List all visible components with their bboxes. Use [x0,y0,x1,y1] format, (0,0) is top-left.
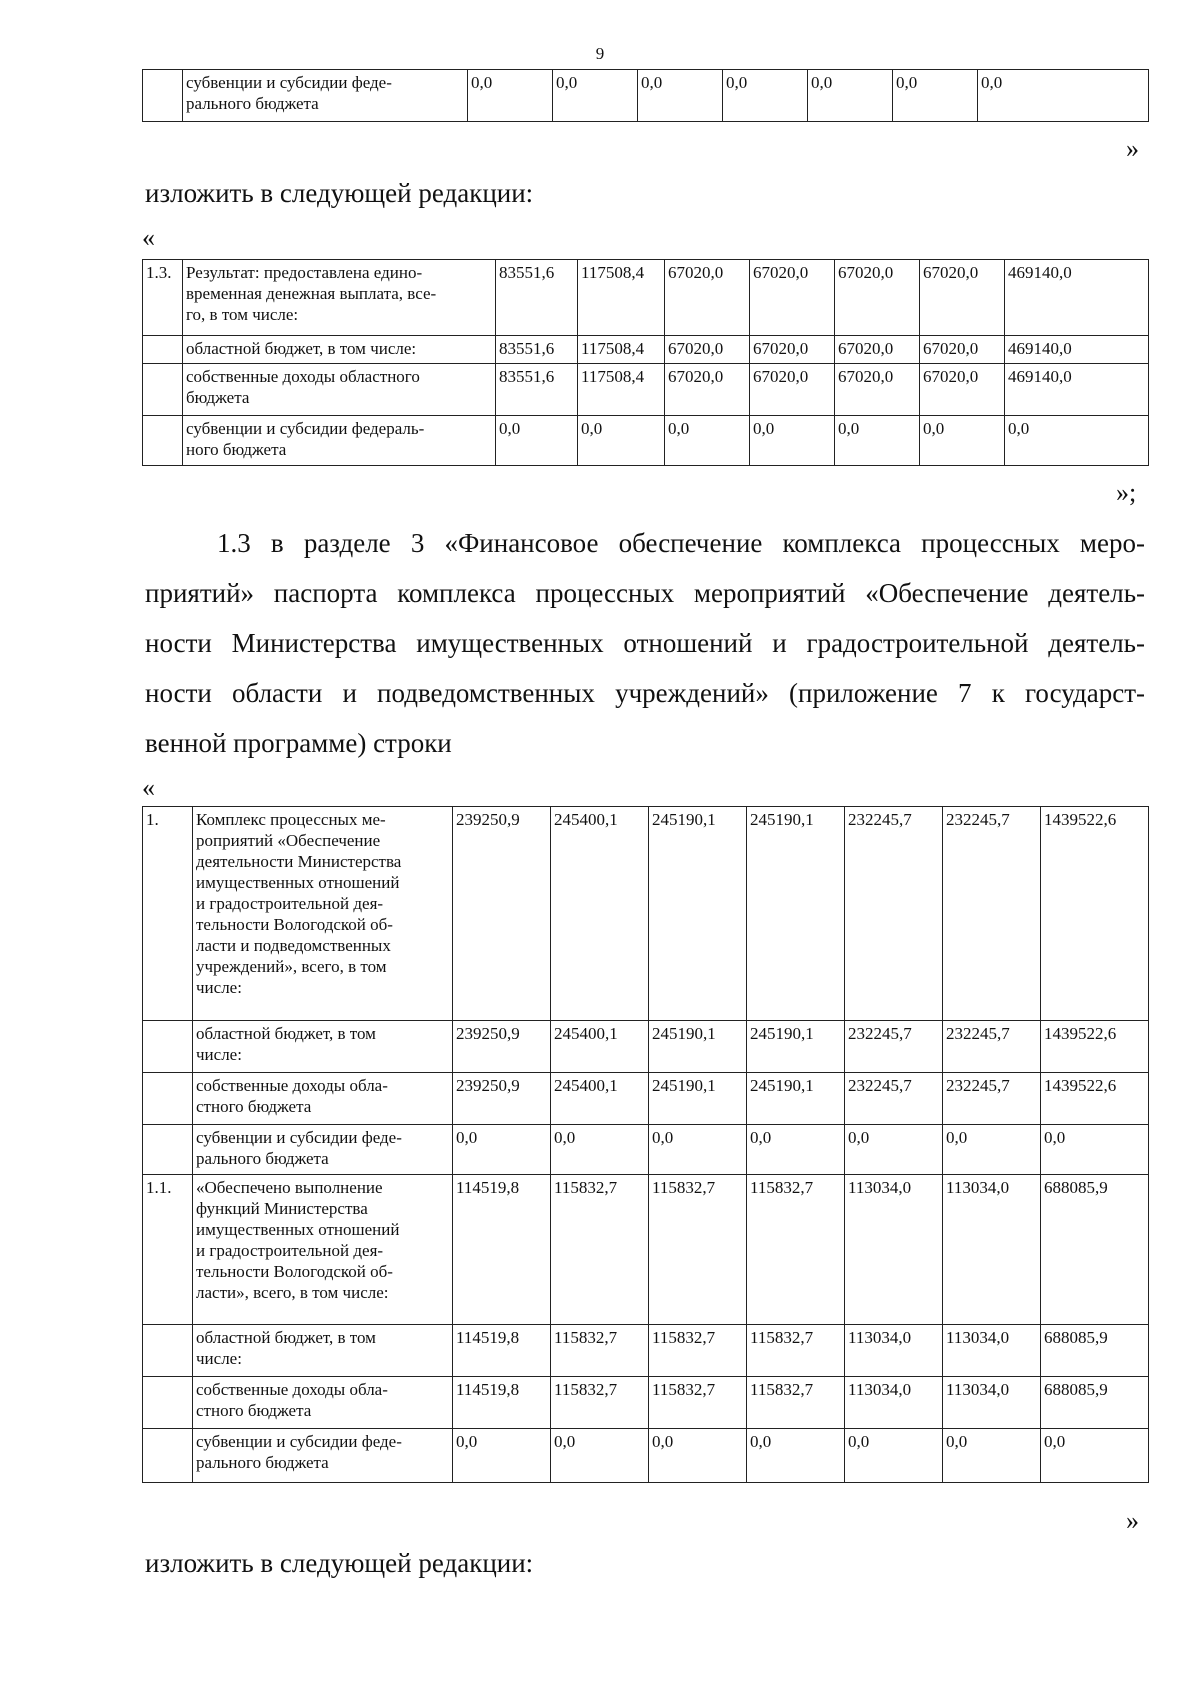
row-name: субвенции и субсидии феде- рального бюджета [193,1125,453,1175]
page-number: 9 [595,44,605,63]
value-cell: 0,0 [723,70,808,122]
value-cell: 1439522,6 [1041,807,1149,1021]
value-cell: 0,0 [845,1125,943,1175]
value-cell: 232245,7 [943,807,1041,1021]
row-name: субвенции и субсидии феде- рального бюджета [193,1429,453,1483]
value-cell: 0,0 [1041,1429,1149,1483]
table-row [143,1175,1149,1325]
value-cell: 245400,1 [551,1021,649,1073]
edit-instruction: изложить в следующей редакции: [145,178,534,208]
closing-quote: » [1126,1506,1139,1535]
paragraph-line: ности Министерства имущественных отношений и градостроительной деятель- [145,628,1145,658]
value-cell: 115832,7 [551,1377,649,1429]
value-cell: 117508,4 [578,364,665,416]
value-cell: 67020,0 [835,260,920,336]
value-cell: 0,0 [551,1429,649,1483]
closing-quote: » [1126,134,1139,163]
value-cell: 115832,7 [551,1325,649,1377]
value-cell: 113034,0 [943,1175,1041,1325]
value-cell: 67020,0 [665,260,750,336]
value-cell: 113034,0 [845,1175,943,1325]
value-cell: 0,0 [845,1429,943,1483]
value-cell: 688085,9 [1041,1377,1149,1429]
value-cell: 115832,7 [649,1325,747,1377]
paragraph-line: венной программе) строки [145,728,452,758]
paragraph-line: приятий» паспорта комплекса процессных мероприятий «Обеспечение деятель- [145,578,1145,608]
value-cell: 232245,7 [943,1073,1041,1125]
value-cell: 83551,6 [496,364,578,416]
value-cell: 245190,1 [747,807,845,1021]
value-cell: 114519,8 [453,1325,551,1377]
table-row [143,1377,1149,1429]
table-row [143,1325,1149,1377]
row-name: субвенции и субсидии феде- рального бюджета [183,70,468,122]
top-table [142,69,1149,122]
value-cell: 67020,0 [835,364,920,416]
value-cell: 245190,1 [649,1073,747,1125]
value-cell: 0,0 [496,416,578,466]
value-cell: 113034,0 [943,1377,1041,1429]
value-cell: 0,0 [551,1125,649,1175]
value-cell: 0,0 [835,416,920,466]
value-cell: 0,0 [649,1429,747,1483]
value-cell: 239250,9 [453,1021,551,1073]
row-name: Комплекс процессных ме- роприятий «Обеспечение деятельности Министерства имущественных отношений и градостроительной дея- тельности Вологодской об- ласти и подведомственных учреждений», всего, в том числе: [193,807,453,1021]
closing-quote-semicolon: »; [1116,478,1137,507]
row-name: собственные доходы обла- стного бюджета [193,1073,453,1125]
value-cell: 0,0 [553,70,638,122]
table-row [143,416,1149,466]
value-cell: 115832,7 [747,1325,845,1377]
value-cell: 0,0 [1041,1125,1149,1175]
value-cell: 239250,9 [453,1073,551,1125]
table-row [143,1021,1149,1073]
value-cell: 0,0 [978,70,1149,122]
value-cell: 113034,0 [845,1325,943,1377]
value-cell: 0,0 [453,1429,551,1483]
value-cell: 0,0 [638,70,723,122]
value-cell: 67020,0 [665,364,750,416]
row-name: «Обеспечено выполнение функций Министерства имущественных отношений и градостроительной дея- тельности Вологодской об- ласти», всего, в том числе: [193,1175,453,1325]
value-cell: 67020,0 [750,336,835,364]
row-number [143,364,183,416]
value-cell: 0,0 [920,416,1005,466]
opening-quote: « [142,223,155,252]
row-number: 1. [143,807,193,1021]
value-cell: 115832,7 [649,1377,747,1429]
value-cell: 113034,0 [943,1325,1041,1377]
row-name: собственные доходы областного бюджета [183,364,496,416]
row-name: субвенции и субсидии федераль- ного бюджета [183,416,496,466]
value-cell: 115832,7 [551,1175,649,1325]
value-cell: 0,0 [649,1125,747,1175]
value-cell: 0,0 [665,416,750,466]
row-number [143,336,183,364]
row-name: областной бюджет, в том числе: [193,1325,453,1377]
value-cell: 469140,0 [1005,260,1149,336]
row-number [143,1073,193,1125]
row-number [143,1021,193,1073]
paragraph-line: 1.3 в разделе 3 «Финансовое обеспечение комплекса процессных меро- [217,528,1145,558]
row-number [143,416,183,466]
row-name: Результат: предоставлена едино- временная денежная выплата, все- го, в том числе: [183,260,496,336]
value-cell: 67020,0 [920,336,1005,364]
value-cell: 67020,0 [920,260,1005,336]
table-row [143,260,1149,336]
value-cell: 245190,1 [747,1073,845,1125]
value-cell: 117508,4 [578,336,665,364]
table-row [143,1073,1149,1125]
value-cell: 245190,1 [649,807,747,1021]
value-cell: 245190,1 [747,1021,845,1073]
value-cell: 688085,9 [1041,1325,1149,1377]
value-cell: 115832,7 [747,1175,845,1325]
value-cell: 0,0 [453,1125,551,1175]
value-cell: 245190,1 [649,1021,747,1073]
row-number [143,1325,193,1377]
value-cell: 67020,0 [920,364,1005,416]
table-row [143,1429,1149,1483]
row-name: собственные доходы обла- стного бюджета [193,1377,453,1429]
value-cell: 67020,0 [750,260,835,336]
value-cell: 0,0 [893,70,978,122]
paragraph-line: ности области и подведомственных учреждений» (приложение 7 к государст- [145,678,1145,708]
value-cell: 0,0 [943,1125,1041,1175]
value-cell: 113034,0 [845,1377,943,1429]
result-1-3-table [142,259,1149,466]
value-cell: 469140,0 [1005,336,1149,364]
value-cell: 0,0 [747,1429,845,1483]
value-cell: 245400,1 [551,1073,649,1125]
value-cell: 239250,9 [453,807,551,1021]
value-cell: 232245,7 [943,1021,1041,1073]
value-cell: 67020,0 [665,336,750,364]
table-row [143,1125,1149,1175]
value-cell: 67020,0 [750,364,835,416]
value-cell: 0,0 [747,1125,845,1175]
value-cell: 469140,0 [1005,364,1149,416]
value-cell: 0,0 [578,416,665,466]
value-cell: 688085,9 [1041,1175,1149,1325]
row-number [143,1377,193,1429]
value-cell: 1439522,6 [1041,1073,1149,1125]
value-cell: 83551,6 [496,260,578,336]
value-cell: 114519,8 [453,1175,551,1325]
value-cell: 232245,7 [845,807,943,1021]
table-row [143,70,1149,122]
row-number [143,1125,193,1175]
value-cell: 245400,1 [551,807,649,1021]
value-cell: 1439522,6 [1041,1021,1149,1073]
row-name: областной бюджет, в том числе: [183,336,496,364]
value-cell: 67020,0 [835,336,920,364]
value-cell: 114519,8 [453,1377,551,1429]
value-cell: 115832,7 [747,1377,845,1429]
row-name: областной бюджет, в том числе: [193,1021,453,1073]
value-cell: 83551,6 [496,336,578,364]
value-cell: 0,0 [468,70,553,122]
value-cell: 115832,7 [649,1175,747,1325]
row-number: 1.1. [143,1175,193,1325]
row-number [143,70,183,122]
edit-instruction: изложить в следующей редакции: [145,1548,534,1578]
process-activities-table [142,806,1149,1483]
row-number [143,1429,193,1483]
opening-quote: « [142,773,155,802]
row-number: 1.3. [143,260,183,336]
table-row [143,336,1149,364]
amendment-paragraph [145,518,1145,768]
value-cell: 0,0 [808,70,893,122]
value-cell: 232245,7 [845,1073,943,1125]
value-cell: 0,0 [750,416,835,466]
value-cell: 0,0 [943,1429,1041,1483]
table-row [143,807,1149,1021]
value-cell: 232245,7 [845,1021,943,1073]
table-row [143,364,1149,416]
value-cell: 117508,4 [578,260,665,336]
value-cell: 0,0 [1005,416,1149,466]
